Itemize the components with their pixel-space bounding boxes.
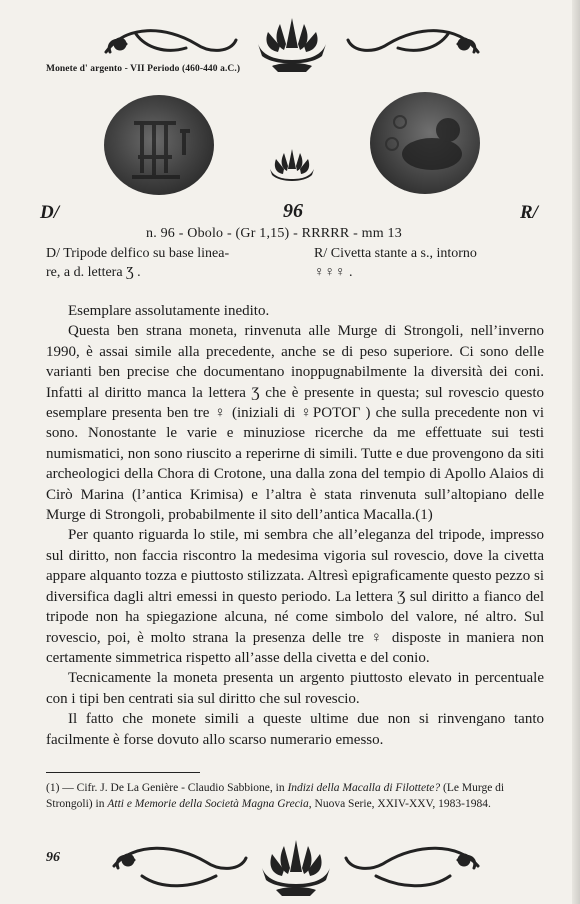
page-edge: [572, 0, 580, 904]
paragraph: Questa ben strana moneta, rinvenuta alle Murge di Strongoli, nell’inverno 1990, è assai simile alla precedente, anche se di peso superiore. Ci sono delle varianti ben precise che documentano inoppugnabilmente la diversità dei coni. Infatti al diritto manca la lettera Ʒ che è presente in questa; sul rovescio questo esemplare presenta ben tre ♀ (iniziali di ♀POTOΓ ) che sulla precedente non vi sono. Nonostante le varie e minuziose ricerche da me effettuate sui testi numismatici, non sono riuscito a reperirne di simili. Tutte e due provengono da siti archeologici della Chora di Crotone, una dalla zona del tempio di Apollo Alaios di Cirò Marina (l’antica Krimisa) e l’altra è stata rinvenuta sull’altopiano delle Murge di Strongoli, probabilmente il sito dell’antica Macalla.(1): [46, 323, 544, 524]
paragraph: Esemplare assolutamente inedito.: [68, 303, 270, 319]
running-title: Monete d' argento - VII Periodo (460-440 a.C.): [46, 64, 241, 74]
coin-number: 96: [283, 200, 303, 222]
obverse-description-line: D/ Tripode delfico su base linea-: [46, 246, 230, 261]
reverse-description-line: ♀♀♀ .: [314, 265, 353, 280]
footnote-journal: Atti e Memorie della Società Magna Grecia: [107, 798, 309, 810]
footnote-text: (Le Murge di Strongoli) in: [46, 782, 505, 810]
reverse-description-line: R/ Civetta stante a s., intorno: [314, 246, 477, 261]
footnote-text: , Nuova Serie, XXIV-XXV, 1983-1984.: [308, 798, 491, 810]
paragraph: Tecnicamente la moneta presenta un argento piuttosto elevato in percentuale con i tipi ben centrati sia sul diritto che sul rovescio.: [46, 670, 544, 707]
obverse-description: [46, 244, 286, 282]
obverse-label: D/: [40, 202, 59, 223]
coin-obverse-image: [104, 95, 214, 195]
page-number: 96: [46, 850, 60, 865]
body-text: [46, 301, 544, 750]
footnote-text: Cifr. J. De La Genière - Claudio Sabbione, in: [76, 782, 288, 794]
paragraph: Per quanto riguarda lo stile, mi sembra che all’eleganza del tripode, impresso sul diritto, non faccia riscontro la medesima vigoria sul rovescio, dove la civetta appare alquanto tozza e piuttosto stilizzata. Altresì epigraficamente questo pezzo si diversifica dagli altri emessi in questo periodo. La lettera Ʒ sul diritto a fianco del tripode non ha spiegazione alcuna, né come simbolo del valore, né altro. Sul rovescio, poi, è molto strana la presenza delle tre ♀ disposte in maniera non certamente simmetrica rispetto all’asse della civetta e del conio.: [46, 527, 544, 666]
footnote-title: Indizi della Macalla di Filottete?: [287, 782, 441, 794]
footnote-rule: [46, 772, 200, 773]
obverse-description-line: re, a d. lettera Ʒ .: [46, 265, 141, 280]
middle-ornament: [266, 147, 318, 183]
reverse-label: R/: [520, 202, 538, 223]
footnote: [46, 780, 546, 812]
coin-reverse-image: [370, 92, 480, 194]
coin-caption: n. 96 - Obolo - (Gr 1,15) - RRRRR - mm 13: [146, 226, 402, 241]
reverse-description: [314, 244, 544, 282]
footnote-marker: (1) —: [46, 782, 74, 794]
bottom-ornament: [106, 836, 486, 898]
paragraph: Il fatto che monete simili a queste ultime due non si rinvengano tanto facilmente è forse dovuto allo scarso numerario emesso.: [46, 711, 544, 748]
